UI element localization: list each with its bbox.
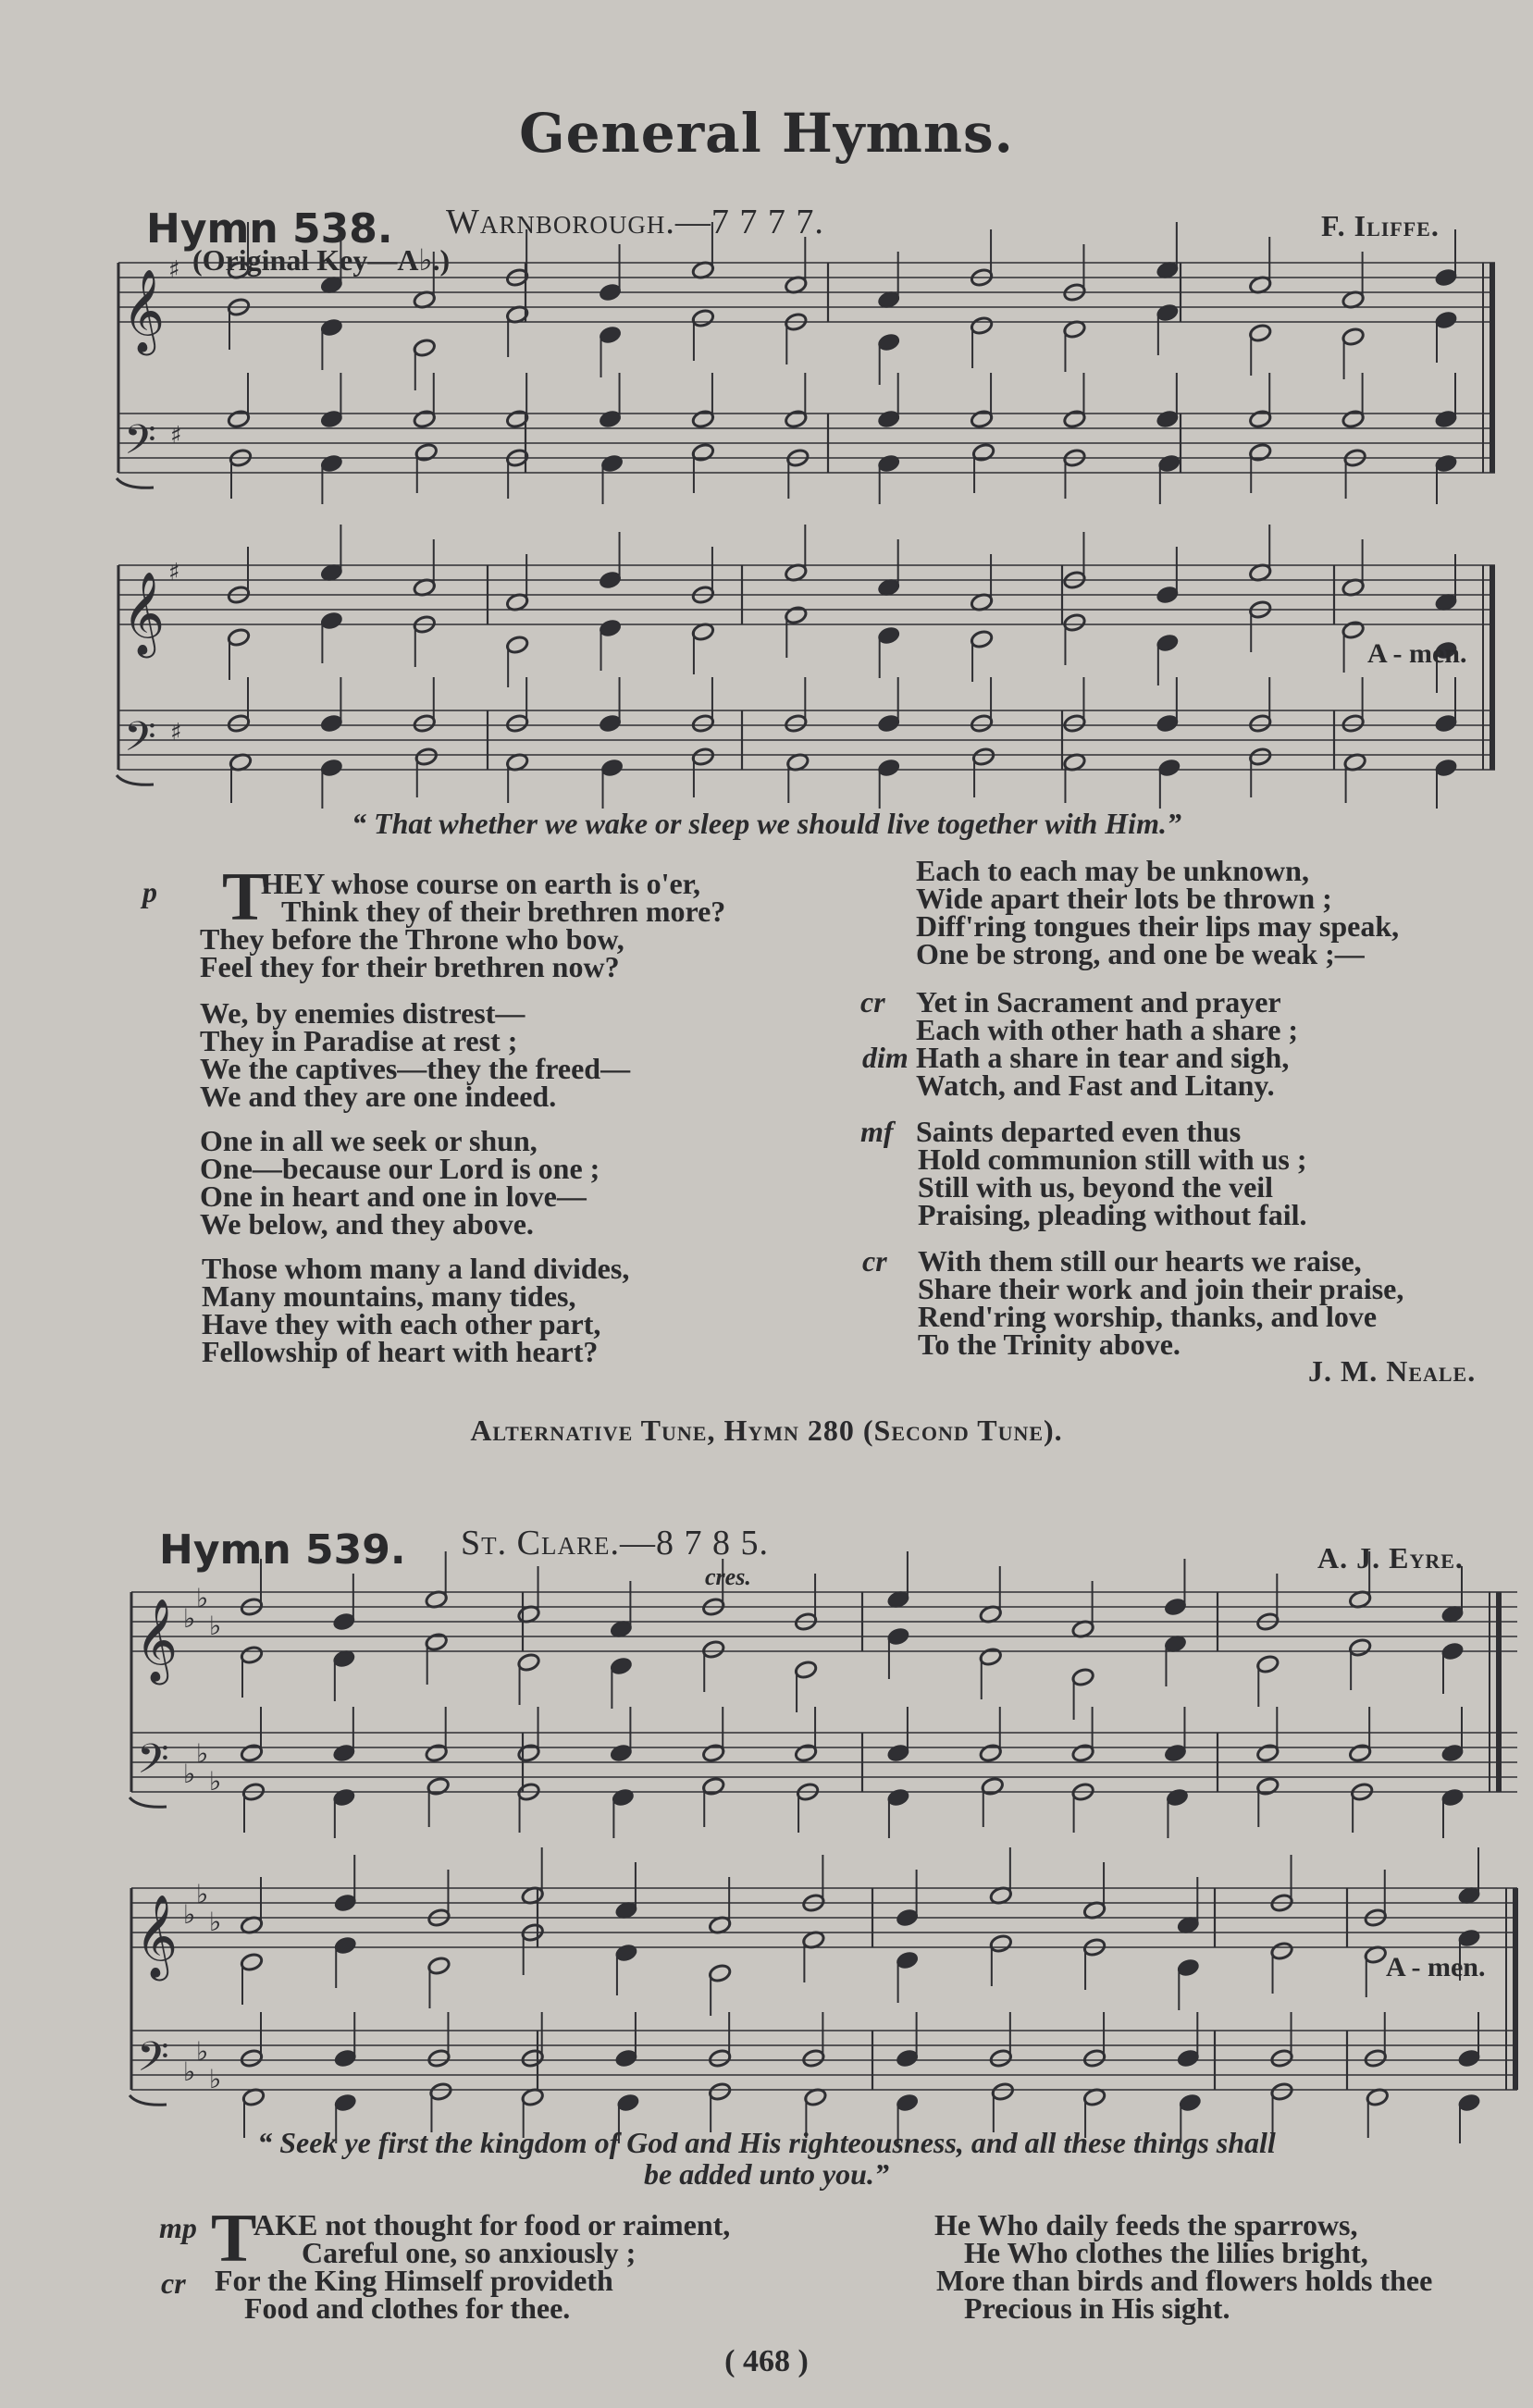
system-brace — [117, 775, 154, 784]
running-head: General Hymns. — [519, 102, 1014, 165]
sharp-icon: ♯ — [168, 559, 180, 587]
hymn-539-motto-line-1: “ Seek ye first the kingdom of God and His righteousness, and all these things shall — [257, 2126, 1276, 2159]
bass-clef-icon: 𝄢 — [137, 2032, 169, 2091]
system-brace — [130, 1797, 167, 1807]
verse-line: HEY whose course on earth is o'er, — [261, 867, 700, 900]
hymn-538-number: Hymn 538. — [146, 205, 393, 253]
system-brace — [130, 2095, 167, 2105]
bass-clef-icon: 𝄢 — [137, 1735, 169, 1793]
verse-line: AKE not thought for food or raiment, — [253, 2208, 731, 2241]
flat-icon: ♭ — [209, 1766, 222, 1797]
dynamic-mark: cr — [860, 985, 885, 1019]
verse-line: With them still our hearts we raise, — [918, 1244, 1362, 1278]
verse-line: Have they with each other part, — [202, 1307, 601, 1340]
verse-line: Praising, pleading without fail. — [918, 1198, 1307, 1231]
hymn-538-motto: “ That whether we wake or sleep we should live together with Him.” — [352, 807, 1181, 840]
verse-line: Think they of their brethren more? — [281, 895, 726, 928]
verse-line: To the Trinity above. — [918, 1327, 1181, 1361]
flat-icon: ♭ — [183, 1603, 196, 1634]
hymn-539-amen: A - men. — [1386, 1952, 1486, 1982]
sharp-icon: ♯ — [170, 422, 182, 450]
hymn-539-tune: St. Clare.—8 7 8 5. — [461, 1524, 769, 1562]
alternative-tune-note: Alternative Tune, Hymn 280 (Second Tune). — [470, 1414, 1063, 1447]
sharp-icon: ♯ — [170, 719, 182, 747]
verse-line: They before the Throne who bow, — [200, 922, 624, 956]
verse-line: Still with us, beyond the veil — [918, 1170, 1274, 1204]
treble-clef-icon: 𝄞 — [135, 1599, 179, 1682]
treble-clef-icon: 𝄞 — [135, 1895, 179, 1978]
hymn-538-tune: Warnborough.—7 7 7 7. — [446, 203, 824, 241]
bass-clef-icon: 𝄢 — [124, 415, 156, 474]
bass-clef-icon: 𝄢 — [124, 712, 156, 771]
flat-icon: ♭ — [183, 1759, 196, 1789]
final-barline — [1490, 565, 1495, 770]
hymn-538-original-key: (Original Key—A♭.) — [192, 243, 451, 277]
treble-clef-icon: 𝄞 — [122, 572, 166, 655]
flat-icon: ♭ — [196, 1583, 209, 1613]
verse-line: Rend'ring worship, thanks, and love — [918, 1300, 1378, 1333]
hymn-538-amen: A - men. — [1367, 638, 1467, 669]
verse-line: One in heart and one in love— — [200, 1179, 587, 1213]
verse-line: Watch, and Fast and Litany. — [916, 1068, 1275, 1102]
hymn-539-verse-left — [157, 2201, 860, 2333]
flat-icon: ♭ — [183, 2056, 196, 2087]
hymn-538-author: J. M. Neale. — [1308, 1354, 1477, 1388]
verse-line: He Who daily feeds the sparrows, — [934, 2208, 1358, 2241]
final-barline — [1513, 1888, 1518, 2090]
verse-line: Food and clothes for thee. — [244, 2291, 571, 2325]
verse-line: Diff'ring tongues their lips may speak, — [916, 909, 1400, 943]
verse-line: One in all we seek or shun, — [200, 1124, 538, 1157]
flat-icon: ♭ — [196, 2036, 209, 2067]
verse-line: One be strong, and one be weak ;— — [916, 937, 1365, 970]
verse-line: Fellowship of heart with heart? — [202, 1335, 599, 1368]
verse-line: For the King Himself provideth — [215, 2264, 613, 2297]
flat-icon: ♭ — [209, 1611, 222, 1641]
flat-icon: ♭ — [209, 1907, 222, 1937]
hymn-539-motto-line-2: be added unto you.” — [644, 2157, 889, 2191]
flat-icon: ♭ — [183, 1899, 196, 1930]
sharp-icon: ♯ — [168, 256, 180, 284]
verse-line: We and they are one indeed. — [200, 1080, 557, 1113]
verse-line: We, by enemies distrest— — [200, 996, 525, 1030]
dynamic-mark: mp — [159, 2211, 197, 2244]
page-number: ( 468 ) — [724, 2344, 809, 2378]
dynamic-mark: mf — [860, 1115, 894, 1148]
system-brace — [117, 478, 154, 488]
dynamic-mark: cr — [161, 2266, 186, 2300]
verse-line: Saints departed even thus — [916, 1115, 1242, 1148]
hymn-539-number: Hymn 539. — [159, 1526, 406, 1574]
verse-line: Feel they for their brethren now? — [200, 950, 620, 983]
hymn-539-composer: A. J. Eyre. — [1317, 1541, 1464, 1574]
verse-line: Precious in His sight. — [964, 2291, 1230, 2325]
cres-marking: cres. — [705, 1563, 751, 1590]
verse-line: More than birds and flowers holds thee — [936, 2264, 1433, 2297]
final-barline — [1490, 263, 1495, 473]
drop-capital: T — [222, 859, 268, 935]
verse-line: Wide apart their lots be thrown ; — [916, 882, 1332, 915]
flat-icon: ♭ — [209, 2064, 222, 2094]
verse-line: He Who clothes the lilies bright, — [964, 2236, 1368, 2269]
verse-line: One—because our Lord is one ; — [200, 1152, 600, 1185]
drop-capital: T — [211, 2201, 257, 2277]
verse-line: Hath a share in tear and sigh, — [916, 1041, 1290, 1074]
verse-line: We below, and they above. — [200, 1207, 534, 1241]
verse-line: We the captives—they the freed— — [200, 1052, 631, 1085]
verse-line: They in Paradise at rest ; — [200, 1024, 518, 1057]
hymn-539-verse-right — [934, 2208, 1527, 2331]
verse-line: Careful one, so anxiously ; — [302, 2236, 637, 2269]
verse-line: Hold communion still with us ; — [918, 1142, 1307, 1176]
treble-clef-icon: 𝄞 — [122, 269, 166, 352]
verse-line: Each to each may be unknown, — [916, 854, 1309, 887]
dynamic-mark: p — [142, 875, 157, 908]
verse-line: Each with other hath a share ; — [916, 1013, 1299, 1046]
verse-line: Many mountains, many tides, — [202, 1279, 576, 1313]
verse-line: Share their work and join their praise, — [918, 1272, 1404, 1305]
flat-icon: ♭ — [196, 1879, 209, 1909]
verse-line: Yet in Sacrament and prayer — [916, 985, 1281, 1019]
hymn-538-composer: F. Iliffe. — [1321, 209, 1440, 242]
dynamic-mark: cr — [862, 1244, 887, 1278]
flat-icon: ♭ — [196, 1738, 209, 1769]
verse-line: Those whom many a land divides, — [202, 1252, 630, 1285]
dynamic-mark: dim — [862, 1041, 909, 1074]
final-barline — [1496, 1592, 1502, 1792]
